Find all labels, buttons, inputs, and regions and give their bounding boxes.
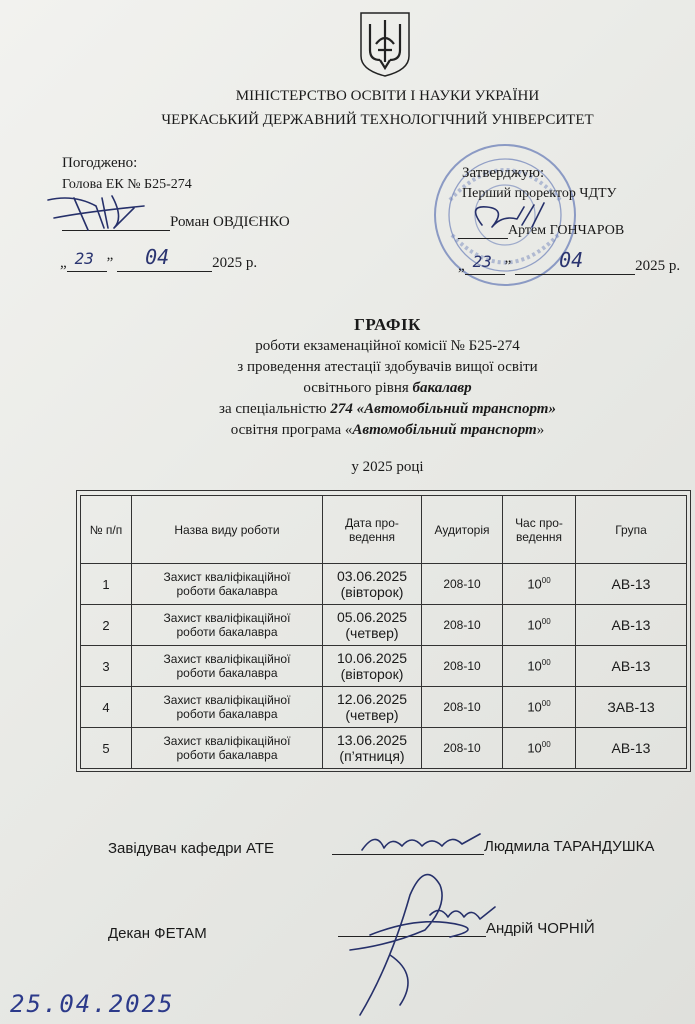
table-row <box>81 564 687 605</box>
header-work: Назва виду роботи <box>132 496 323 564</box>
table-row <box>81 728 687 769</box>
handwritten-date: 25.04.2025 <box>10 990 175 1018</box>
row-work: Захист кваліфікаційної роботи бакалавра <box>132 564 323 605</box>
header-group: Група <box>576 496 687 564</box>
row-group: АВ-13 <box>576 646 687 687</box>
dean-signature <box>330 855 500 1020</box>
row-work: Захист кваліфікаційної роботи бакалавра <box>132 605 323 646</box>
row-num: 2 <box>81 605 132 646</box>
left-date-month: 04 <box>145 245 170 269</box>
left-date-line: „ 23 ” 04 2025 р. <box>60 245 258 271</box>
right-date-year: 2025 р. <box>635 258 681 274</box>
row-work: Захист кваліфікаційної роботи бакалавра <box>132 728 323 769</box>
title-line-1: роботи екзаменаційної комісії № Б25-274 <box>255 338 520 354</box>
dean-name: Андрій ЧОРНІЙ <box>486 920 595 937</box>
education-level: бакалавр <box>412 380 472 396</box>
row-time: $10^{00}$ <box>503 687 576 728</box>
vice-rector-position: Перший проректор ЧДТУ <box>462 186 617 201</box>
approve-label: Затверджую: <box>462 165 545 181</box>
row-time: $10^{00}$ <box>503 646 576 687</box>
header-date: Дата про-ведення <box>323 496 422 564</box>
header-time: Час про-ведення <box>503 496 576 564</box>
document-title: ГРАФІК <box>354 315 421 334</box>
dept-head-position: Завідувач кафедри АТЕ <box>108 840 274 857</box>
table-row <box>81 605 687 646</box>
commission-head-name: Роман ОВДІЄНКО <box>170 214 290 230</box>
header-num: № п/п <box>81 496 132 564</box>
row-room: 208-10 <box>422 605 503 646</box>
row-time: $10^{00}$ <box>503 728 576 769</box>
title-line-5: освітня програма «Автомобільний транспорт» <box>230 422 545 438</box>
title-line-2: з проведення атестації здобувачів вищої освіти <box>237 359 538 375</box>
row-num: 5 <box>81 728 132 769</box>
table-header-row <box>81 496 687 564</box>
ministry-name: МІНІСТЕРСТВО ОСВІТИ І НАУКИ УКРАЇНИ <box>235 88 540 104</box>
left-date-year: 2025 р. <box>212 255 258 271</box>
commission-head-signature <box>44 188 154 238</box>
schedule-table <box>80 495 687 769</box>
dean-position: Декан ФЕТАМ <box>108 925 207 942</box>
row-date: 13.06.2025 (п’ятниця) <box>323 728 422 769</box>
year-line: у 2025 році <box>351 459 424 475</box>
right-date-line: „ 23 ” 04 2025 р. <box>458 248 681 274</box>
row-time: $10^{00}$ <box>503 564 576 605</box>
header-room: Аудиторія <box>422 496 503 564</box>
trident-emblem-icon <box>358 10 412 78</box>
right-date-day: 23 <box>472 252 492 271</box>
agreed-label: Погоджено: <box>62 155 138 171</box>
row-room: 208-10 <box>422 687 503 728</box>
row-date: 10.06.2025 (вівторок) <box>323 646 422 687</box>
row-group: АВ-13 <box>576 605 687 646</box>
row-num: 3 <box>81 646 132 687</box>
university-name: ЧЕРКАСЬКИЙ ДЕРЖАВНИЙ ТЕХНОЛОГІЧНИЙ УНІВЕРСИТЕТ <box>161 112 594 128</box>
row-work: Захист кваліфікаційної роботи бакалавра <box>132 687 323 728</box>
row-work: Захист кваліфікаційної роботи бакалавра <box>132 646 323 687</box>
row-num: 4 <box>81 687 132 728</box>
title-line-4: за спеціальністю 274 «Автомобільний транспорт» <box>219 401 556 417</box>
row-date: 03.06.2025 (вівторок) <box>323 564 422 605</box>
table-row <box>81 646 687 687</box>
educational-program: Автомобільний транспорт <box>352 422 537 438</box>
row-group: АВ-13 <box>576 564 687 605</box>
table-row <box>81 687 687 728</box>
row-num: 1 <box>81 564 132 605</box>
row-room: 208-10 <box>422 646 503 687</box>
vice-rector-name: Артем ГОНЧАРОВ <box>508 223 625 238</box>
row-date: 12.06.2025 (четвер) <box>323 687 422 728</box>
row-group: ЗАВ-13 <box>576 687 687 728</box>
title-line-3: освітнього рівня бакалавр <box>303 380 472 396</box>
right-date-month: 04 <box>559 248 584 272</box>
row-time: $10^{00}$ <box>503 605 576 646</box>
dept-head-signature <box>356 826 486 856</box>
row-room: 208-10 <box>422 564 503 605</box>
left-date-day: 23 <box>74 249 94 268</box>
vice-rector-signature <box>462 195 552 240</box>
row-group: АВ-13 <box>576 728 687 769</box>
dept-head-name: Людмила ТАРАНДУШКА <box>484 838 655 855</box>
row-date: 05.06.2025 (четвер) <box>323 605 422 646</box>
specialty: 274 «Автомобільний транспорт» <box>330 401 556 417</box>
row-room: 208-10 <box>422 728 503 769</box>
commission-head-position: Голова ЕК № Б25-274 <box>62 177 192 192</box>
